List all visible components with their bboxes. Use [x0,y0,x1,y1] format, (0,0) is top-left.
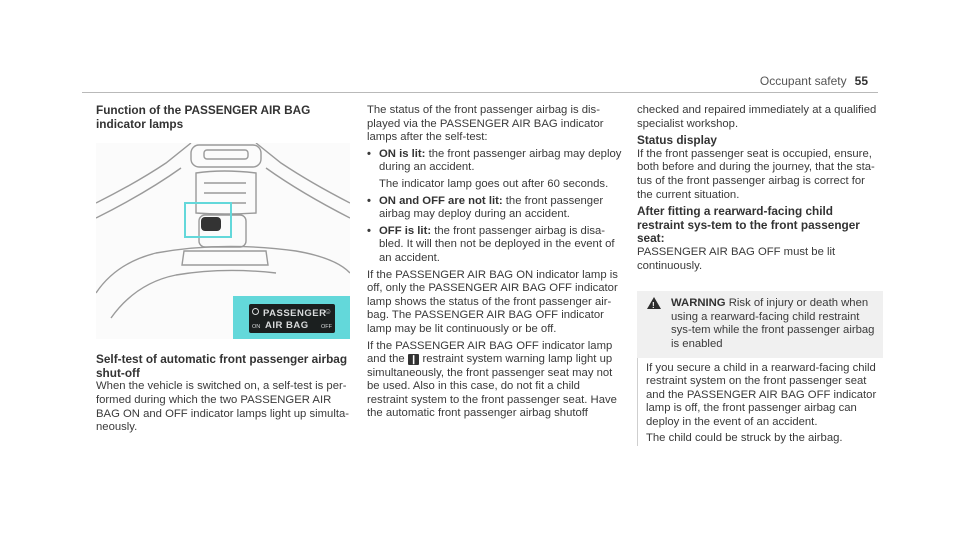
warning-box [637,291,883,446]
page-header [760,74,868,88]
paragraph-part: If the PASSENGER AIR BAG OFF indicator lamp and the [367,339,613,366]
bullet-icon: • [367,224,371,237]
bullet-text: the front passenger airbag is disa-bled. It will then not be deployed in the event of an accident. [379,224,615,264]
warning-head-text: Risk of injury or death when using a rearward-facing child restraint sys-tem while the front passenger airbag is enabled [671,297,875,350]
section-heading: Function of the PASSENGER AIR BAG indicator lamps [96,103,311,131]
indicator-label-airbag: AIR BAG [265,320,309,332]
bullet-subtext: The indicator lamp goes out after 60 seconds. [379,177,609,190]
restraint-system-warning-icon: ❙ [409,353,418,364]
warning-triangle-icon: ! [647,297,661,309]
indicator-label-passenger: PASSENGER [263,308,327,320]
indicator-badge [233,296,350,339]
bullet-label: OFF is lit: [379,224,432,237]
bullet-icon: • [367,194,371,207]
body-paragraph: PASSENGER AIR BAG OFF must be lit continuously. [637,245,836,272]
subsection-heading: After fitting a rearward-facing child restraint sys-tem to the front passenger seat: [637,204,860,246]
warning-label: WARNING [671,297,726,310]
body-paragraph: If the front passenger seat is occupied, ensure, both before and during the journey, that the sta-tus of the front passenger airbag is correct for the current situation. [637,147,875,201]
column-2 [367,104,623,424]
bullet-text: the front passenger airbag may deploy during an accident. [379,194,604,221]
seat-occupant-icon: ☺ [323,307,332,317]
warning-paragraph: The child could be struck by the airbag. [646,432,843,445]
list-item [367,225,623,266]
section-title: Occupant safety [759,74,847,88]
indicator-illustration [96,143,350,339]
list-item [367,148,623,175]
warning-body [637,358,883,447]
body-paragraph: If the PASSENGER AIR BAG ON indicator lamp is off, only the PASSENGER AIR BAG OFF indicator lamp shows the status of the front passenger air-bag. The PASSENGER AIR BAG OFF indicator lamp may be lit continuously or be off. [367,268,618,335]
indicator-on-label: ON [252,324,261,331]
bullet-label: ON is lit: [379,147,426,160]
header-divider [82,92,878,93]
paragraph-part: restraint system warning lamp light up simultaneously, the front passenger seat may not be used. Also in this case, do not fit a child restraint system to the front passenger seat. Have the automatic front passenger airbag shutoff [367,353,617,420]
warning-paragraph: If you secure a child in a rearward-facing child restraint system on the front passenger seat and the PASSENGER AIR BAG OFF indicator lamp is off, the front passenger airbag can deploy in the event of an accident. [646,361,877,428]
bullet-text: the front passenger airbag may deploy during an accident. [379,147,622,174]
body-paragraph: When the vehicle is switched on, a self-test is per-formed during which the two PASSENGER AIR BAG ON and OFF indicator lamps light up simulta-neously. [96,380,350,434]
column-3 [637,104,883,449]
list-item [367,195,623,222]
column-1 [96,104,350,438]
warning-header [637,291,883,357]
subsection-heading: Status display [637,133,717,148]
indicator-off-label: OFF [321,324,332,331]
indicator-panel [249,304,335,333]
subsection-heading: Self-test of automatic front passenger airbag shut-off [96,352,348,380]
airbag-icon [252,308,259,315]
page-number: 55 [854,74,868,88]
body-paragraph: The status of the front passenger airbag is dis-played via the PASSENGER AIR BAG indicator lamps after the self-test: [367,104,604,144]
bullet-label: ON and OFF are not lit: [379,194,503,207]
body-paragraph [367,340,623,422]
body-paragraph: checked and repaired immediately at a qualified specialist workshop. [637,104,877,130]
bullet-icon: • [367,147,371,160]
